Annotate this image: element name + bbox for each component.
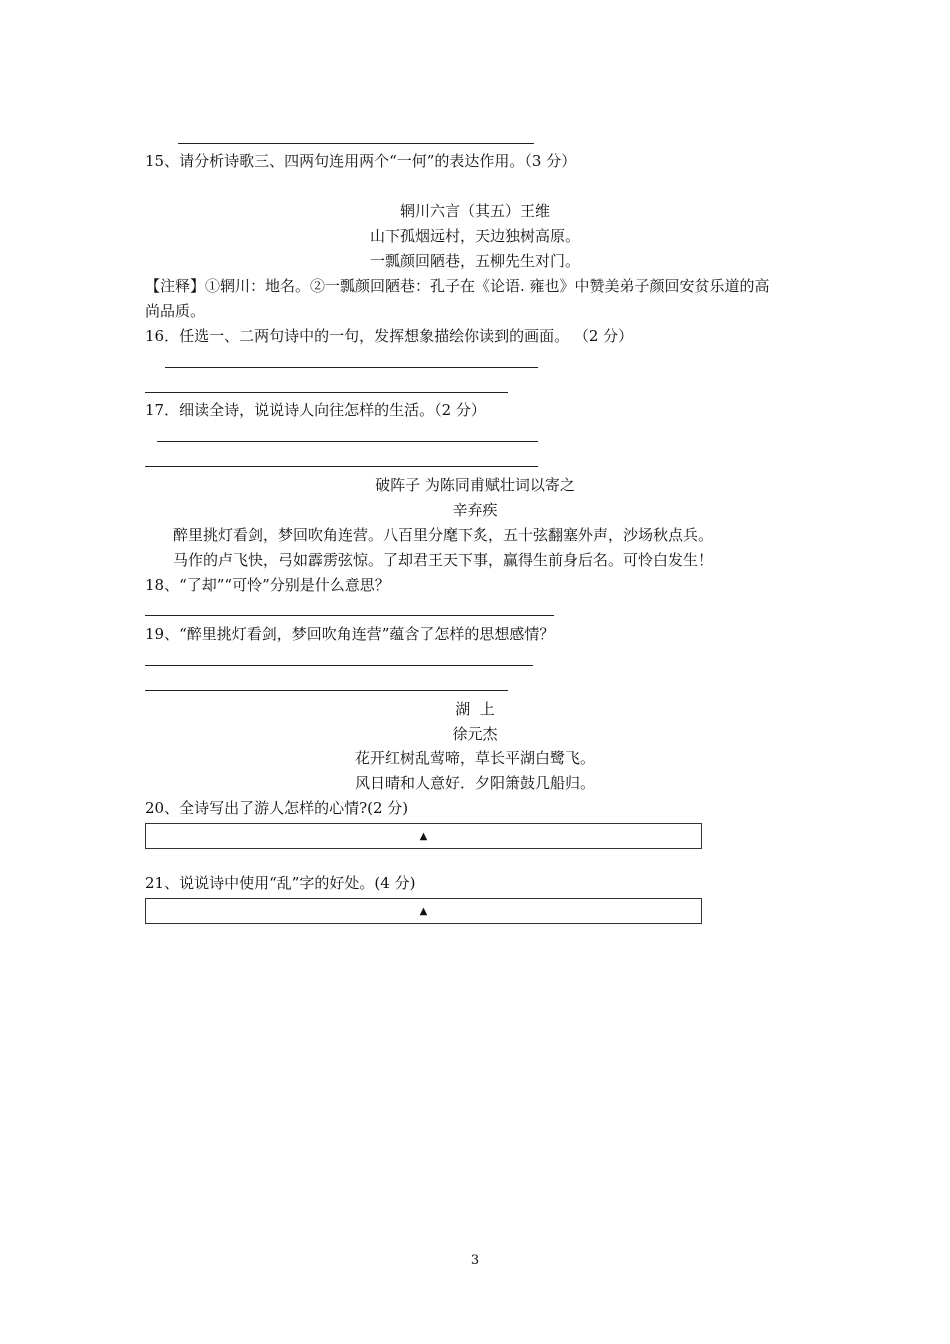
poem-title: 破阵子 为陈同甫赋壮词以寄之	[375, 476, 575, 494]
answer-line	[145, 690, 508, 691]
answer-line	[145, 615, 554, 616]
question-16: 16．任选一、二两句诗中的一句，发挥想象描绘你读到的画面。 （2 分）	[145, 327, 634, 345]
poem-line: 醉里挑灯看剑，梦回吹角连营。八百里分麾下炙，五十弦翻塞外声，沙场秋点兵。	[173, 526, 714, 544]
answer-line	[178, 143, 534, 144]
answer-line	[157, 441, 538, 442]
answer-line	[145, 392, 508, 393]
poem-author: 辛弃疾	[452, 501, 498, 519]
answer-line	[145, 665, 533, 666]
question-19: 19、“醉里挑灯看剑，梦回吹角连营”蕴含了怎样的思想感情？	[145, 625, 555, 643]
poem-note: 尚品质。	[145, 302, 206, 320]
poem-line: 山下孤烟远村，天边独树高原。	[369, 227, 580, 245]
poem-line: 一瓢颜回陋巷，五柳先生对门。	[369, 252, 580, 270]
poem-line: 风日晴和人意好．夕阳箫鼓几船归。	[354, 774, 595, 792]
answer-box-20[interactable]	[145, 823, 702, 849]
poem-author: 徐元杰	[452, 725, 498, 743]
question-21: 21、说说诗中使用“乱”字的好处。(4 分)	[145, 874, 416, 892]
poem-note: 【注释】①辋川：地名。②一瓢颜回陋巷：孔子在《论语. 雍也》中赞美弟子颜回安贫乐道的高	[145, 277, 770, 295]
poem-line: 马作的卢飞快，弓如霹雳弦惊。了却君王天下事，赢得生前身后名。可怜白发生！	[173, 551, 714, 569]
question-15: 15、请分析诗歌三、四两句连用两个“一何”的表达作用。（3 分）	[145, 152, 577, 170]
poem-title: 辋川六言（其五）王维	[399, 202, 550, 220]
answer-marker: ▲	[419, 905, 428, 917]
question-20: 20、全诗写出了游人怎样的心情?(2 分)	[145, 799, 409, 817]
answer-marker: ▲	[419, 830, 428, 842]
poem-title: 湖 上	[455, 700, 495, 718]
answer-box-21[interactable]	[145, 898, 702, 924]
answer-line	[145, 466, 538, 467]
answer-line	[165, 367, 538, 368]
question-17: 17．细读全诗，说说诗人向往怎样的生活。（2 分）	[145, 401, 486, 419]
question-18: 18、“了却”“可怜”分别是什么意思？	[145, 576, 390, 594]
poem-line: 花开红树乱莺啼，草长平湖白鹭飞。	[354, 749, 595, 767]
page-number: 3	[470, 1253, 480, 1268]
